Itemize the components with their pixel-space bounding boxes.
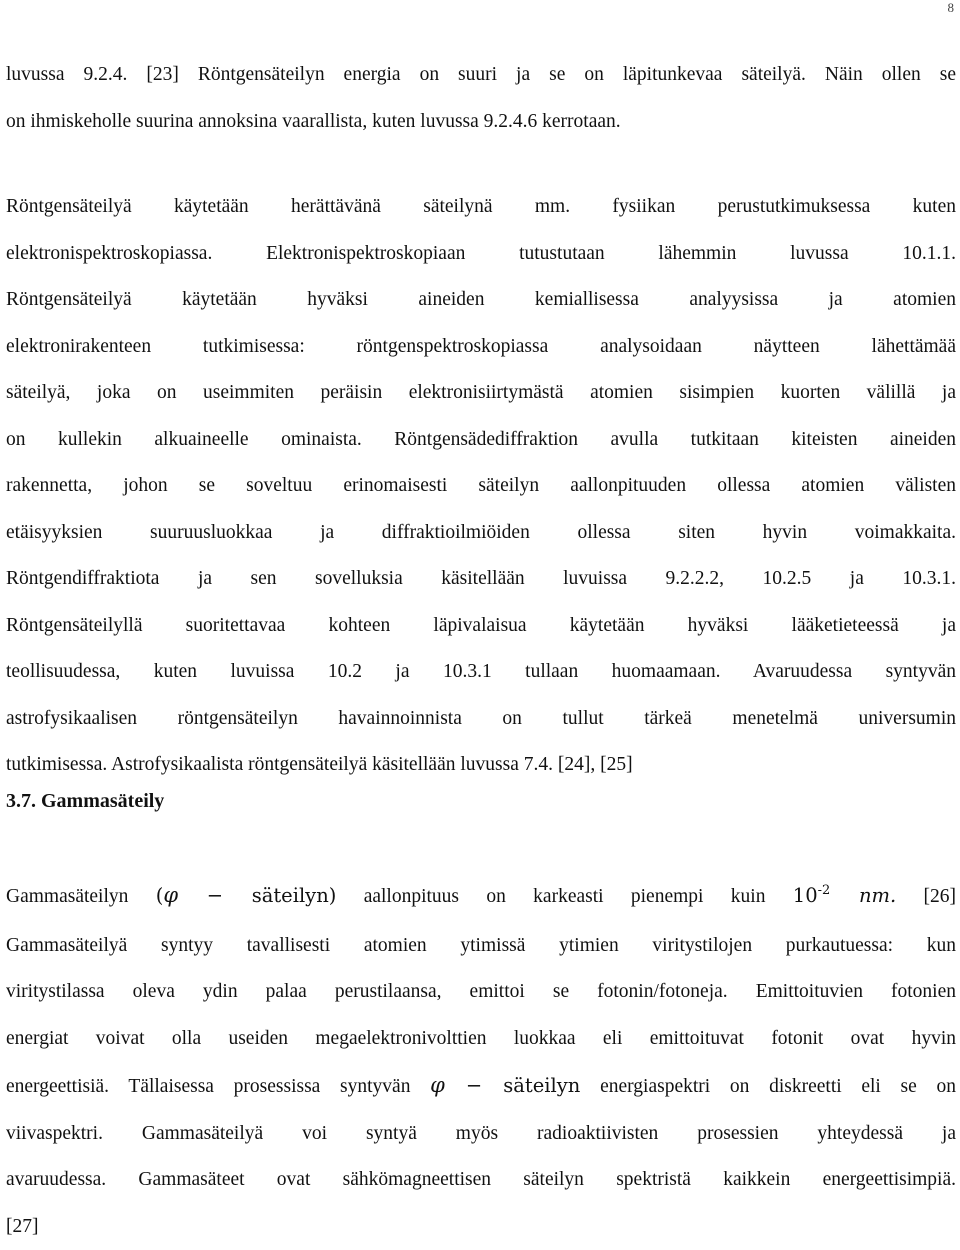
math-expression <box>430 1074 580 1097</box>
text-line: on kullekin alkuaineelle ominaista. Röntgensädediffraktion avulla tutkitaan kiteisten aineiden <box>6 417 956 464</box>
text-line: avaruudessa. Gammasäteet ovat sähkömagneettisen säteilyn spektristä kaikkein energeettisimpiä. <box>6 1157 956 1204</box>
text-line: säteilyä, joka on useimmiten peräisin elektronisiirtymästä atomien sisimpien kuorten välillä ja <box>6 370 956 417</box>
text-line: Röntgensäteilyä käytetään hyväksi aineiden kemiallisessa analyysissa ja atomien <box>6 277 956 324</box>
text-line-with-math <box>6 1062 956 1111</box>
unit-nm: nm. <box>859 884 896 907</box>
math-word: säteilyn <box>252 884 329 907</box>
minus-sign: − <box>207 884 223 907</box>
text-line: elektronispektroskopiassa. Elektronispektroskopiaan tutustutaan lähemmin luvussa 10.1.1. <box>6 231 956 278</box>
text-fragment: energiaspektri on diskreetti eli se on <box>600 1076 956 1097</box>
section-heading: 3.7. Gammasäteily <box>6 790 164 813</box>
math-word: säteilyn <box>503 1074 580 1097</box>
paragraph-xray-applications <box>6 184 956 789</box>
exponent: -2 <box>818 883 831 898</box>
text-line: on ihmiskeholle suurina annoksina vaarallista, kuten luvussa 9.2.4.6 kerrotaan. <box>6 99 956 146</box>
text-line: Röntgensäteilyä käytetään herättävänä säteilynä mm. fysiikan perustutkimuksessa kuten <box>6 184 956 231</box>
text-fragment: aallonpituus on karkeasti pienempi kuin <box>364 886 766 907</box>
page-number: 8 <box>948 0 955 16</box>
citation: [26] <box>924 886 957 907</box>
text-line-with-math <box>6 872 956 923</box>
text-line: astrofysikaalisen röntgensäteilyn havainnoinnista on tullut tärkeä menetelmä universumin <box>6 696 956 743</box>
text-fragment: Gammasäteilyn <box>6 886 128 907</box>
text-line: Gammasäteilyä syntyy tavallisesti atomien ytimissä ytimien viritystilojen purkautuessa: kun <box>6 923 956 970</box>
text-line: Röntgendiffraktiota ja sen sovelluksia käsitellään luvuissa 9.2.2.2, 10.2.5 ja 10.3.1. <box>6 556 956 603</box>
text-line: etäisyyksien suuruusluokkaa ja diffraktioilmiöiden ollessa siten hyvin voimakkaita. <box>6 510 956 557</box>
text-line: luvussa 9.2.4. [23] Röntgensäteilyn energia on suuri ja se on läpitunkevaa säteilyä. Näin ollen se <box>6 52 956 99</box>
text-line: elektronirakenteen tutkimisessa: röntgenspektroskopiassa analysoidaan näytteen lähettämää <box>6 324 956 371</box>
text-fragment: energeettisiä. Tällaisessa prosessissa syntyvän <box>6 1076 410 1097</box>
phi-symbol: φ <box>430 1073 445 1097</box>
citation: [27] <box>6 1204 956 1250</box>
minus-sign: − <box>466 1074 482 1097</box>
math-expression <box>793 884 896 907</box>
text-line: viivaspektri. Gammasäteilyä voi syntyä myös radioaktiivisten prosessien yhteydessä ja <box>6 1111 956 1158</box>
paren-close: ) <box>329 884 337 907</box>
text-line: viritystilassa oleva ydin palaa perustilaansa, emittoi se fotonin/fotoneja. Emittoituvien fotonien <box>6 969 956 1016</box>
paragraph-gamma <box>6 872 956 1250</box>
paragraph-xray-energy <box>6 52 956 145</box>
paren-open: ( <box>156 884 164 907</box>
text-line: energiat voivat olla useiden megaelektronivolttien luokkaa eli emittoituvat fotonit ovat hyvin <box>6 1016 956 1063</box>
text-line: rakennetta, johon se soveltuu erinomaisesti säteilyn aallonpituuden ollessa atomien välisten <box>6 463 956 510</box>
ten: 10 <box>793 884 818 907</box>
text-line: Röntgensäteilyllä suoritettavaa kohteen läpivalaisua käytetään hyväksi lääketieteessä ja <box>6 603 956 650</box>
text-line: teollisuudessa, kuten luvuissa 10.2 ja 10.3.1 tullaan huomaamaan. Avaruudessa syntyvän <box>6 649 956 696</box>
math-expression <box>156 884 337 907</box>
text-line: tutkimisessa. Astrofysikaalista röntgensäteilyä käsitellään luvussa 7.4. [24], [25] <box>6 742 956 789</box>
phi-symbol: φ <box>163 883 178 907</box>
